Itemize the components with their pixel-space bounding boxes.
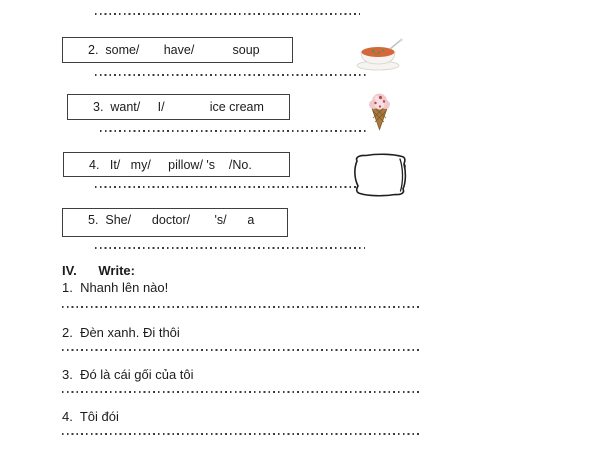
soup-image bbox=[352, 37, 405, 71]
write-item-3: 3. Đó là cái gối của tôi bbox=[62, 367, 194, 382]
word-box-4 bbox=[63, 152, 290, 177]
word-box-5 bbox=[62, 208, 288, 237]
word-box-2-text: 2. some/ have/ soup bbox=[88, 43, 260, 57]
word-box-3-text: 3. want/ I/ ice cream bbox=[93, 100, 264, 114]
write-answer-line-2 bbox=[62, 349, 420, 351]
write-item-1: 1. Nhanh lên nào! bbox=[62, 280, 169, 295]
write-item-2: 2. Đèn xanh. Đi thôi bbox=[62, 325, 180, 340]
write-answer-line-1 bbox=[62, 306, 420, 308]
word-box-3 bbox=[67, 94, 290, 120]
answer-line-2 bbox=[95, 74, 368, 76]
word-box-2 bbox=[62, 37, 293, 63]
write-item-4: 4. Tôi đói bbox=[62, 409, 119, 424]
answer-line-3 bbox=[100, 130, 368, 132]
pillow-image bbox=[348, 150, 412, 199]
word-box-5-text: 5. She/ doctor/ 's/ a bbox=[88, 213, 255, 227]
word-box-4-text: 4. It/ my/ pillow/ 's /No. bbox=[89, 157, 252, 172]
answer-line-5 bbox=[95, 247, 365, 249]
write-answer-line-4 bbox=[62, 433, 420, 435]
ice-cream-image bbox=[367, 92, 392, 131]
answer-line-1 bbox=[95, 13, 360, 15]
write-answer-line-3 bbox=[62, 391, 420, 393]
answer-line-4 bbox=[95, 186, 360, 188]
section-iv-heading: IV. Write: bbox=[62, 263, 135, 278]
